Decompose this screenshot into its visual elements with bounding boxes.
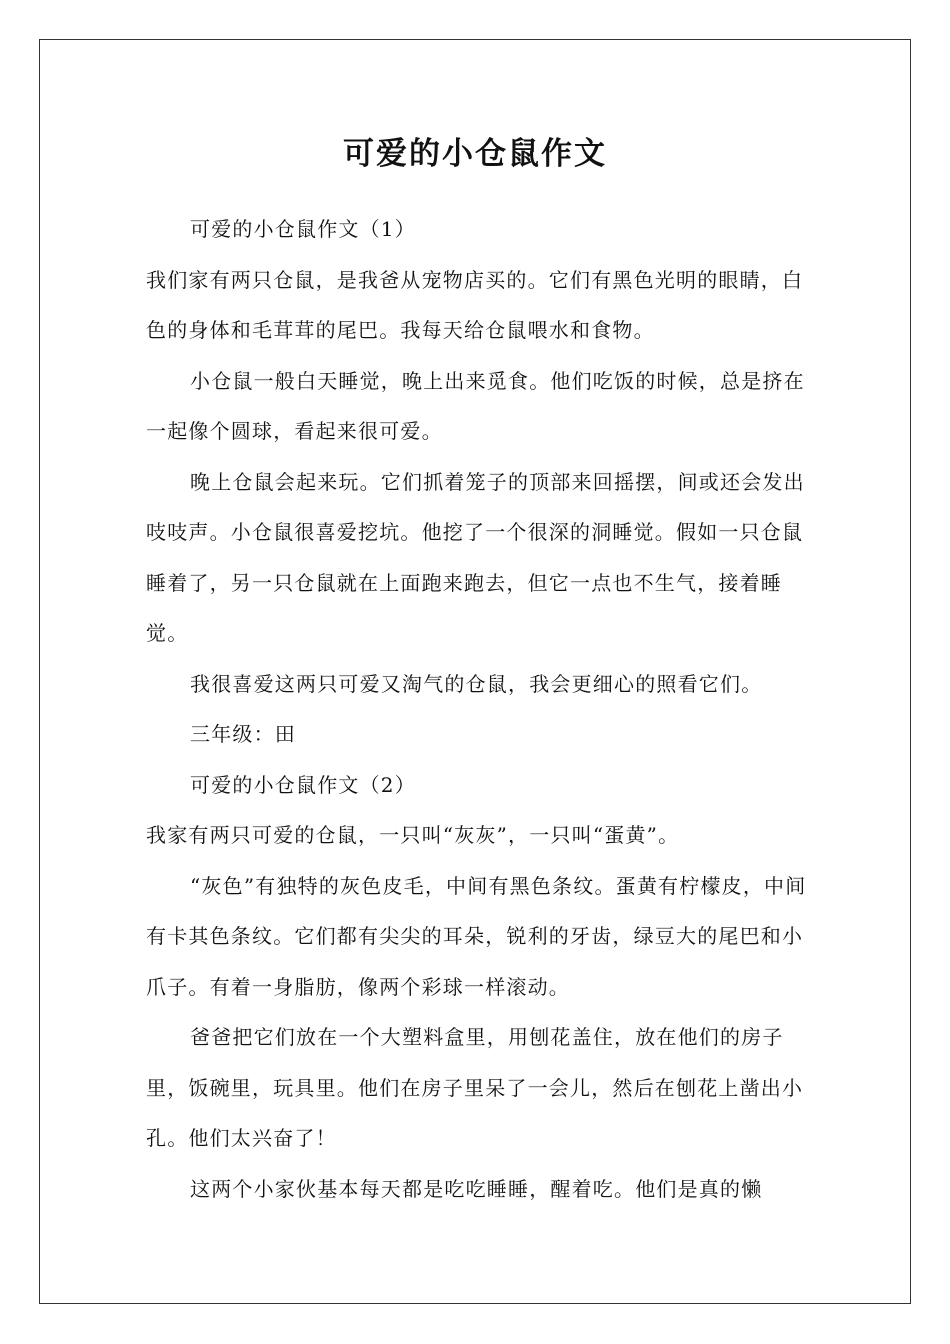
paragraph: 爸爸把它们放在一个大塑料盒里，用刨花盖住，放在他们的房子里，饭碗里，玩具里。他们在房子里呆了一会儿，然后在刨花上凿出小孔。他们太兴奋了！ — [146, 1025, 804, 1150]
paragraph: 这两个小家伙基本每天都是吃吃睡睡，醒着吃。他们是真的懒 — [190, 1176, 763, 1201]
paragraph: 我们家有两只仓鼠，是我爸从宠物店买的。它们有黑色光明的眼睛，白色的身体和毛茸茸的尾巴。我每天给仓鼠喂水和食物。 — [146, 267, 804, 342]
section-heading-1: 可爱的小仓鼠作文（1） — [190, 217, 416, 241]
section-heading-2: 可爱的小仓鼠作文（2） — [190, 772, 416, 797]
author-line: 三年级：田 — [190, 722, 296, 746]
paragraph: 小仓鼠一般白天睡觉，晚上出来觅食。他们吃饭的时候，总是挤在一起像个圆球，看起来很可爱。 — [146, 368, 805, 443]
paragraph: 我家有两只可爱的仓鼠，一只叫“灰灰”，一只叫“蛋黄”。 — [146, 823, 680, 847]
paragraph: “灰色”有独特的灰色皮毛，中间有黑色条纹。蛋黄有柠檬皮，中间有卡其色条纹。它们都有尖尖的耳朵，锐利的牙齿，绿豆大的尾巴和小爪子。有着一身脂肪，像两个彩球一样滚动。 — [146, 873, 807, 999]
document-body — [146, 204, 810, 1214]
paragraph: 我很喜爱这两只可爱又淘气的仓鼠，我会更细心的照看它们。 — [190, 671, 763, 696]
document-title: 可爱的小仓鼠作文 — [343, 136, 607, 172]
paragraph: 晚上仓鼠会起来玩。它们抓着笼子的顶部来回摇摆，间或还会发出吱吱声。小仓鼠很喜爱挖坑。他挖了一个很深的洞睡觉。假如一只仓鼠睡着了，另一只仓鼠就在上面跑来跑去，但它一点也不生气，接着睡觉。 — [146, 469, 805, 645]
